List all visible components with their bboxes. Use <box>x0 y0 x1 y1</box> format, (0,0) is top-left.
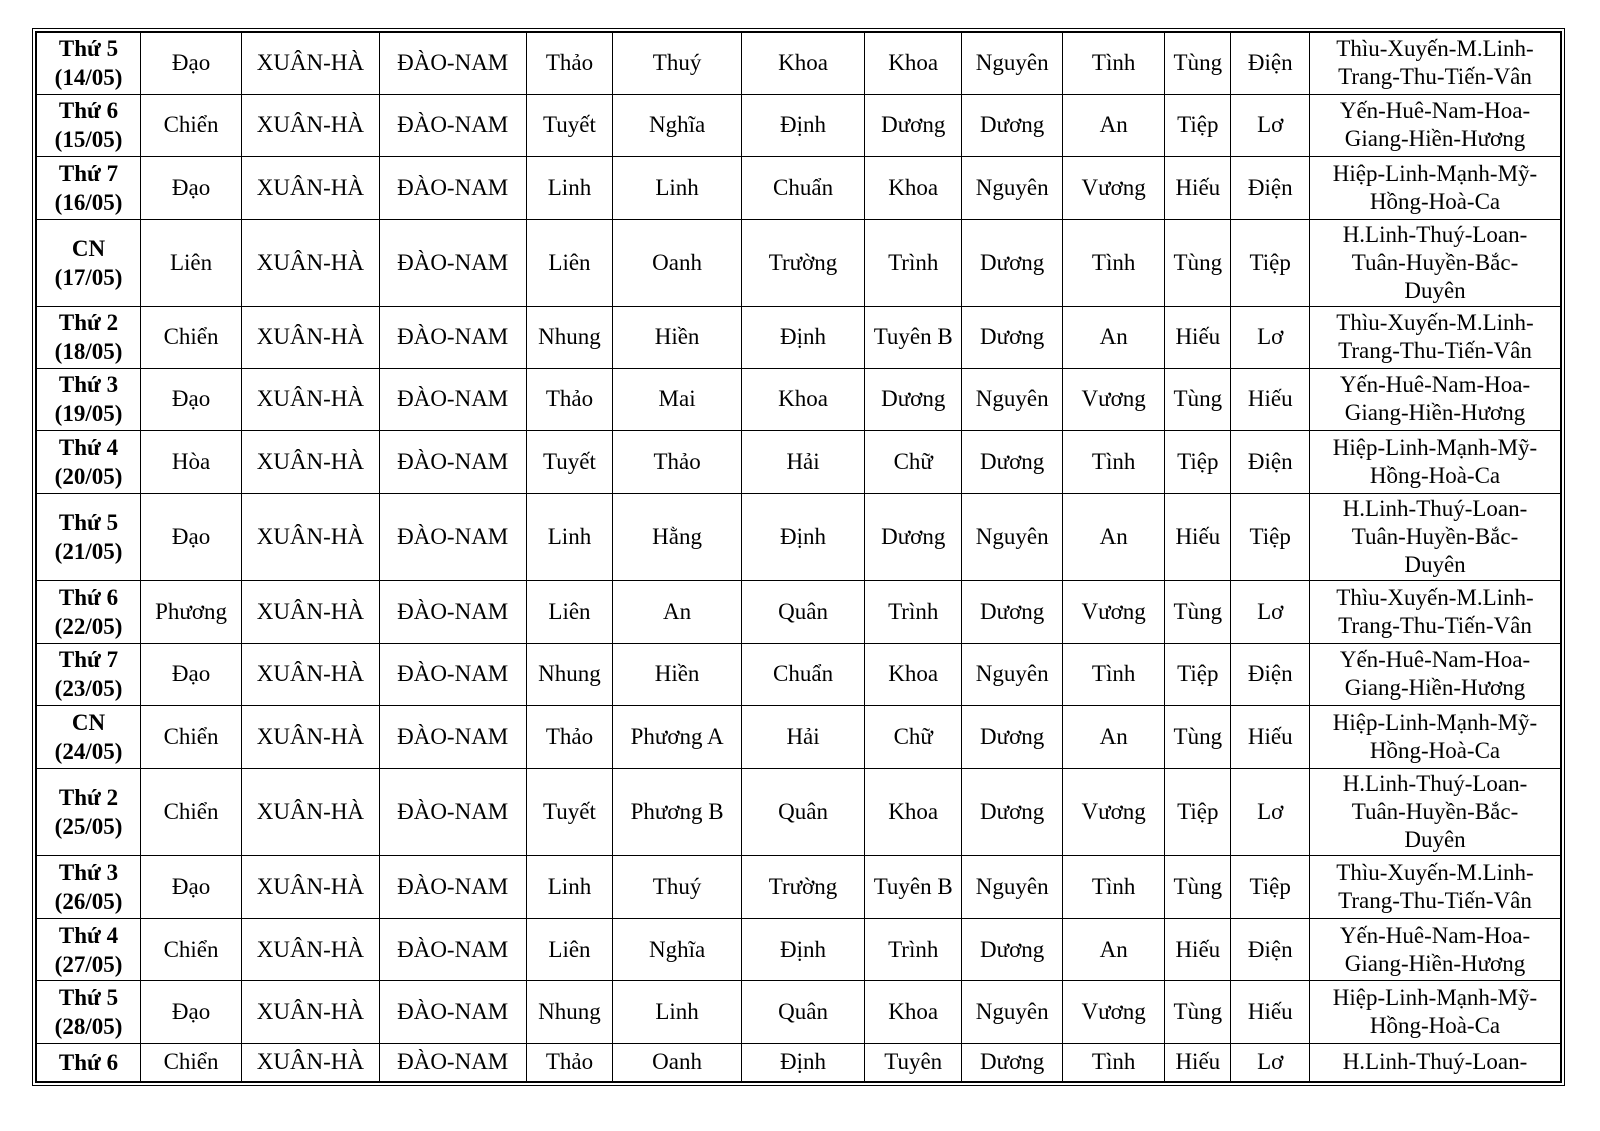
duty-6-cell: Vương <box>1063 981 1165 1044</box>
duty-team-b-cell: ĐÀO-NAM <box>379 706 526 769</box>
duty-5-cell: Dương <box>962 431 1063 494</box>
team-members-cell <box>1309 493 1560 580</box>
table-row <box>37 643 1561 706</box>
duty-5-cell: Dương <box>962 581 1063 644</box>
date-cell <box>37 643 141 706</box>
duty-7-cell: Hiếu <box>1165 918 1231 981</box>
duty-team-a-cell: XUÂN-HÀ <box>242 94 380 157</box>
team-members-line: H.Linh-Thuý-Loan- <box>1342 221 1528 247</box>
team-members-line: Yến-Huê-Nam-Hoa- <box>1339 98 1531 124</box>
table-row <box>37 94 1561 157</box>
duty-2-cell: Phương B <box>613 768 742 855</box>
team-members-line: Hồng-Hoà-Ca <box>1369 463 1501 489</box>
team-members-line: Yến-Huê-Nam-Hoa- <box>1339 647 1531 673</box>
duty-4-cell: Tuyên <box>865 1043 962 1081</box>
team-members-cell <box>1309 431 1560 494</box>
team-members-line: Thìu-Xuyến-M.Linh- <box>1336 36 1534 62</box>
duty-5-cell: Dương <box>962 307 1063 369</box>
duty-1-cell: Liên <box>526 581 613 644</box>
table-row <box>37 493 1561 580</box>
duty-3-cell: Chuẩn <box>741 643 864 706</box>
duty-5-cell: Nguyên <box>962 856 1063 919</box>
duty-3-cell: Khoa <box>741 368 864 431</box>
duty-3-cell: Chuẩn <box>741 157 864 220</box>
on-call-leader-cell: Đạo <box>141 643 242 706</box>
weekday-label: Thứ 2 <box>58 785 119 810</box>
duty-6-cell: An <box>1063 307 1165 369</box>
date-cell <box>37 219 141 306</box>
table-row <box>37 307 1561 369</box>
duty-4-cell: Chữ <box>865 431 962 494</box>
duty-6-cell: Vương <box>1063 157 1165 220</box>
duty-4-cell: Trình <box>865 219 962 306</box>
date-label: (16/05) <box>54 189 123 215</box>
duty-1-cell: Liên <box>526 918 613 981</box>
duty-7-cell: Hiếu <box>1165 157 1231 220</box>
duty-8-cell: Điện <box>1231 643 1310 706</box>
duty-7-cell: Tiệp <box>1165 94 1231 157</box>
duty-4-cell: Tuyên B <box>865 307 962 369</box>
table-row <box>37 33 1561 95</box>
team-members-cell <box>1309 157 1560 220</box>
team-members-line: Thìu-Xuyến-M.Linh- <box>1336 310 1534 336</box>
duty-3-cell: Định <box>741 307 864 369</box>
weekday-label: Thứ 6 <box>58 584 119 610</box>
duty-team-a-cell: XUÂN-HÀ <box>242 219 380 306</box>
weekday-label: Thứ 7 <box>58 160 119 186</box>
on-call-leader-cell: Đạo <box>141 157 242 220</box>
duty-8-cell: Hiếu <box>1231 981 1310 1044</box>
table-row <box>37 768 1561 855</box>
team-members-line: Trang-Thu-Tiến-Vân <box>1338 338 1532 364</box>
date-cell <box>37 157 141 220</box>
on-call-leader-cell: Chiển <box>141 768 242 855</box>
duty-6-cell: An <box>1063 493 1165 580</box>
duty-2-cell: Nghĩa <box>613 94 742 157</box>
table-row <box>37 368 1561 431</box>
weekday-label: Thứ 5 <box>58 985 119 1011</box>
table-row <box>37 219 1561 306</box>
duty-team-b-cell: ĐÀO-NAM <box>379 918 526 981</box>
duty-team-a-cell: XUÂN-HÀ <box>242 581 380 644</box>
date-label: (24/05) <box>54 739 123 765</box>
duty-7-cell: Hiếu <box>1165 493 1231 580</box>
duty-3-cell: Trường <box>741 856 864 919</box>
duty-4-cell: Dương <box>865 493 962 580</box>
duty-1-cell: Thảo <box>526 33 613 95</box>
duty-8-cell: Lơ <box>1231 581 1310 644</box>
table-row <box>37 981 1561 1044</box>
weekday-label: Thứ 5 <box>58 509 119 535</box>
duty-6-cell: An <box>1063 918 1165 981</box>
duty-team-b-cell: ĐÀO-NAM <box>379 856 526 919</box>
table-row <box>37 1043 1561 1081</box>
date-label: (21/05) <box>54 538 123 564</box>
team-members-line: Duyên <box>1404 827 1466 852</box>
duty-1-cell: Linh <box>526 856 613 919</box>
on-call-leader-cell: Liên <box>141 219 242 306</box>
duty-8-cell: Điện <box>1231 918 1310 981</box>
duty-2-cell: Thuý <box>613 33 742 95</box>
duty-3-cell: Quân <box>741 768 864 855</box>
duty-6-cell: Tình <box>1063 643 1165 706</box>
team-members-line: Hồng-Hoà-Ca <box>1369 1013 1501 1039</box>
team-members-cell <box>1309 706 1560 769</box>
duty-7-cell: Tiệp <box>1165 643 1231 706</box>
duty-8-cell: Điện <box>1231 431 1310 494</box>
schedule-frame <box>32 28 1565 1086</box>
table-row <box>37 157 1561 220</box>
duty-4-cell: Khoa <box>865 643 962 706</box>
duty-1-cell: Tuyết <box>526 94 613 157</box>
team-members-line: Hồng-Hoà-Ca <box>1369 738 1501 764</box>
date-label: (25/05) <box>54 814 123 839</box>
team-members-line: Hồng-Hoà-Ca <box>1369 188 1501 214</box>
date-cell <box>37 768 141 855</box>
date-cell <box>37 307 141 369</box>
duty-team-a-cell: XUÂN-HÀ <box>242 33 380 95</box>
date-cell <box>37 856 141 919</box>
duty-7-cell: Tiệp <box>1165 431 1231 494</box>
duty-team-a-cell: XUÂN-HÀ <box>242 431 380 494</box>
weekday-label: Thứ 6 <box>58 1049 119 1075</box>
duty-5-cell: Dương <box>962 94 1063 157</box>
duty-6-cell: Vương <box>1063 581 1165 644</box>
date-label: (26/05) <box>54 888 123 914</box>
date-label: (22/05) <box>54 613 123 639</box>
duty-3-cell: Quân <box>741 981 864 1044</box>
duty-schedule-table <box>36 32 1561 1082</box>
duty-6-cell: Vương <box>1063 368 1165 431</box>
date-cell <box>37 431 141 494</box>
duty-2-cell: Linh <box>613 157 742 220</box>
team-members-line: Duyên <box>1404 277 1466 303</box>
weekday-label: Thứ 6 <box>58 98 119 124</box>
duty-1-cell: Thảo <box>526 1043 613 1081</box>
duty-2-cell: Mai <box>613 368 742 431</box>
on-call-leader-cell: Phương <box>141 581 242 644</box>
team-members-line: Giang-Hiền-Hương <box>1344 675 1526 701</box>
duty-2-cell: Hằng <box>613 493 742 580</box>
date-label: (20/05) <box>54 464 123 490</box>
team-members-line: Giang-Hiền-Hương <box>1344 950 1526 976</box>
duty-team-a-cell: XUÂN-HÀ <box>242 157 380 220</box>
duty-team-a-cell: XUÂN-HÀ <box>242 643 380 706</box>
duty-7-cell: Tùng <box>1165 706 1231 769</box>
team-members-cell <box>1309 219 1560 306</box>
duty-team-b-cell: ĐÀO-NAM <box>379 33 526 95</box>
duty-4-cell: Khoa <box>865 981 962 1044</box>
duty-team-b-cell: ĐÀO-NAM <box>379 219 526 306</box>
duty-2-cell: An <box>613 581 742 644</box>
on-call-leader-cell: Chiển <box>141 918 242 981</box>
duty-team-b-cell: ĐÀO-NAM <box>379 431 526 494</box>
duty-5-cell: Dương <box>962 219 1063 306</box>
team-members-line: Thìu-Xuyến-M.Linh- <box>1336 584 1534 610</box>
duty-team-b-cell: ĐÀO-NAM <box>379 581 526 644</box>
duty-8-cell: Điện <box>1231 33 1310 95</box>
duty-3-cell: Định <box>741 94 864 157</box>
on-call-leader-cell: Đạo <box>141 33 242 95</box>
duty-1-cell: Linh <box>526 157 613 220</box>
team-members-line: Giang-Hiền-Hương <box>1344 400 1526 426</box>
duty-8-cell: Tiệp <box>1231 856 1310 919</box>
duty-team-a-cell: XUÂN-HÀ <box>242 307 380 369</box>
on-call-leader-cell: Đạo <box>141 981 242 1044</box>
team-members-line: Trang-Thu-Tiến-Vân <box>1338 887 1532 913</box>
duty-team-b-cell: ĐÀO-NAM <box>379 643 526 706</box>
duty-2-cell: Oanh <box>613 1043 742 1081</box>
duty-7-cell: Tùng <box>1165 581 1231 644</box>
on-call-leader-cell: Đạo <box>141 493 242 580</box>
date-cell <box>37 918 141 981</box>
duty-1-cell: Linh <box>526 493 613 580</box>
duty-7-cell: Hiếu <box>1165 307 1231 369</box>
weekday-label: Thứ 5 <box>58 36 119 62</box>
on-call-leader-cell: Đạo <box>141 368 242 431</box>
date-label: (17/05) <box>54 264 123 290</box>
duty-8-cell: Lơ <box>1231 94 1310 157</box>
duty-5-cell: Nguyên <box>962 493 1063 580</box>
duty-5-cell: Nguyên <box>962 643 1063 706</box>
duty-6-cell: An <box>1063 706 1165 769</box>
duty-3-cell: Định <box>741 918 864 981</box>
duty-7-cell: Tùng <box>1165 856 1231 919</box>
team-members-cell <box>1309 307 1560 369</box>
duty-3-cell: Định <box>741 493 864 580</box>
duty-6-cell: Tình <box>1063 856 1165 919</box>
duty-1-cell: Liên <box>526 219 613 306</box>
duty-3-cell: Định <box>741 1043 864 1081</box>
duty-3-cell: Hải <box>741 706 864 769</box>
team-members-cell <box>1309 918 1560 981</box>
duty-3-cell: Khoa <box>741 33 864 95</box>
duty-8-cell: Tiệp <box>1231 219 1310 306</box>
duty-4-cell: Khoa <box>865 157 962 220</box>
date-cell <box>37 94 141 157</box>
team-members-line: Hiệp-Linh-Mạnh-Mỹ- <box>1332 160 1538 186</box>
duty-8-cell: Điện <box>1231 157 1310 220</box>
duty-5-cell: Dương <box>962 1043 1063 1081</box>
duty-1-cell: Tuyết <box>526 431 613 494</box>
team-members-cell <box>1309 94 1560 157</box>
on-call-leader-cell: Chiển <box>141 1043 242 1081</box>
table-row <box>37 581 1561 644</box>
team-members-line: Trang-Thu-Tiến-Vân <box>1338 64 1532 90</box>
duty-7-cell: Tùng <box>1165 219 1231 306</box>
duty-team-a-cell: XUÂN-HÀ <box>242 706 380 769</box>
duty-6-cell: Vương <box>1063 768 1165 855</box>
duty-5-cell: Dương <box>962 768 1063 855</box>
duty-2-cell: Thuý <box>613 856 742 919</box>
duty-6-cell: An <box>1063 94 1165 157</box>
team-members-cell <box>1309 368 1560 431</box>
team-members-line: Yến-Huê-Nam-Hoa- <box>1339 922 1531 948</box>
team-members-line: H.Linh-Thuý-Loan- <box>1342 771 1528 796</box>
duty-6-cell: Tình <box>1063 1043 1165 1081</box>
team-members-cell <box>1309 33 1560 95</box>
weekday-label: Thứ 3 <box>58 372 119 398</box>
duty-3-cell: Trường <box>741 219 864 306</box>
duty-2-cell: Thảo <box>613 431 742 494</box>
duty-8-cell: Lơ <box>1231 1043 1310 1081</box>
team-members-line: Hiệp-Linh-Mạnh-Mỹ- <box>1332 710 1538 736</box>
date-label: (23/05) <box>54 676 123 702</box>
duty-5-cell: Nguyên <box>962 981 1063 1044</box>
date-cell <box>37 493 141 580</box>
date-cell <box>37 33 141 95</box>
weekday-label: Thứ 7 <box>58 647 119 673</box>
duty-7-cell: Hiếu <box>1165 1043 1231 1081</box>
duty-team-b-cell: ĐÀO-NAM <box>379 981 526 1044</box>
duty-team-a-cell: XUÂN-HÀ <box>242 1043 380 1081</box>
date-cell <box>37 981 141 1044</box>
weekday-label: Thứ 3 <box>58 859 119 885</box>
date-cell <box>37 581 141 644</box>
table-row <box>37 856 1561 919</box>
duty-team-a-cell: XUÂN-HÀ <box>242 768 380 855</box>
duty-team-b-cell: ĐÀO-NAM <box>379 307 526 369</box>
duty-6-cell: Tình <box>1063 431 1165 494</box>
duty-5-cell: Dương <box>962 918 1063 981</box>
duty-2-cell: Hiền <box>613 643 742 706</box>
duty-5-cell: Nguyên <box>962 157 1063 220</box>
duty-6-cell: Tình <box>1063 219 1165 306</box>
team-members-line: Hiệp-Linh-Mạnh-Mỹ- <box>1332 435 1538 461</box>
team-members-line: Giang-Hiền-Hương <box>1344 126 1526 152</box>
date-label: (19/05) <box>54 401 123 427</box>
duty-4-cell: Trình <box>865 918 962 981</box>
team-members-line: Thìu-Xuyến-M.Linh- <box>1336 859 1534 885</box>
date-label: (14/05) <box>54 65 123 91</box>
duty-team-b-cell: ĐÀO-NAM <box>379 368 526 431</box>
duty-8-cell: Tiệp <box>1231 493 1310 580</box>
team-members-line: H.Linh-Thuý-Loan- <box>1342 495 1528 521</box>
duty-3-cell: Quân <box>741 581 864 644</box>
duty-4-cell: Chữ <box>865 706 962 769</box>
team-members-line: Trang-Thu-Tiến-Vân <box>1338 612 1532 638</box>
duty-2-cell: Oanh <box>613 219 742 306</box>
table-row <box>37 918 1561 981</box>
team-members-cell <box>1309 1043 1560 1081</box>
duty-team-b-cell: ĐÀO-NAM <box>379 493 526 580</box>
duty-5-cell: Nguyên <box>962 33 1063 95</box>
duty-7-cell: Tùng <box>1165 981 1231 1044</box>
duty-5-cell: Dương <box>962 706 1063 769</box>
duty-team-a-cell: XUÂN-HÀ <box>242 981 380 1044</box>
date-cell <box>37 368 141 431</box>
duty-1-cell: Thảo <box>526 368 613 431</box>
table-row <box>37 706 1561 769</box>
duty-4-cell: Dương <box>865 94 962 157</box>
team-members-line: Tuân-Huyền-Bắc- <box>1351 249 1519 275</box>
team-members-cell <box>1309 981 1560 1044</box>
team-members-line: Yến-Huê-Nam-Hoa- <box>1339 372 1531 398</box>
on-call-leader-cell: Chiển <box>141 94 242 157</box>
duty-4-cell: Khoa <box>865 33 962 95</box>
duty-1-cell: Thảo <box>526 706 613 769</box>
duty-1-cell: Nhung <box>526 981 613 1044</box>
on-call-leader-cell: Hòa <box>141 431 242 494</box>
duty-team-a-cell: XUÂN-HÀ <box>242 918 380 981</box>
date-cell <box>37 706 141 769</box>
team-members-line: Hiệp-Linh-Mạnh-Mỹ- <box>1332 985 1538 1011</box>
team-members-cell <box>1309 581 1560 644</box>
date-label: (18/05) <box>54 339 123 365</box>
team-members-cell <box>1309 768 1560 855</box>
duty-team-a-cell: XUÂN-HÀ <box>242 493 380 580</box>
team-members-cell <box>1309 643 1560 706</box>
date-label: (15/05) <box>54 127 123 153</box>
weekday-label: CN <box>71 235 106 261</box>
duty-8-cell: Hiếu <box>1231 368 1310 431</box>
team-members-line: H.Linh-Thuý-Loan- <box>1342 1049 1528 1075</box>
weekday-label: Thứ 4 <box>58 435 119 461</box>
duty-7-cell: Tùng <box>1165 368 1231 431</box>
weekday-label: Thứ 4 <box>58 922 119 948</box>
on-call-leader-cell: Đạo <box>141 856 242 919</box>
duty-8-cell: Lơ <box>1231 768 1310 855</box>
date-label: (28/05) <box>54 1014 123 1040</box>
duty-team-b-cell: ĐÀO-NAM <box>379 94 526 157</box>
duty-1-cell: Nhung <box>526 643 613 706</box>
duty-4-cell: Dương <box>865 368 962 431</box>
duty-5-cell: Nguyên <box>962 368 1063 431</box>
duty-6-cell: Tình <box>1063 33 1165 95</box>
duty-4-cell: Trình <box>865 581 962 644</box>
duty-1-cell: Tuyết <box>526 768 613 855</box>
weekday-label: Thứ 2 <box>58 310 119 336</box>
duty-team-a-cell: XUÂN-HÀ <box>242 368 380 431</box>
duty-7-cell: Tùng <box>1165 33 1231 95</box>
date-label: (27/05) <box>54 951 123 977</box>
duty-team-b-cell: ĐÀO-NAM <box>379 157 526 220</box>
duty-2-cell: Phương A <box>613 706 742 769</box>
duty-1-cell: Nhung <box>526 307 613 369</box>
weekday-label: CN <box>71 710 106 736</box>
duty-2-cell: Nghĩa <box>613 918 742 981</box>
duty-4-cell: Tuyên B <box>865 856 962 919</box>
team-members-line: Duyên <box>1404 551 1466 577</box>
table-row <box>37 431 1561 494</box>
duty-team-a-cell: XUÂN-HÀ <box>242 856 380 919</box>
duty-team-b-cell: ĐÀO-NAM <box>379 1043 526 1081</box>
duty-8-cell: Lơ <box>1231 307 1310 369</box>
team-members-cell <box>1309 856 1560 919</box>
duty-4-cell: Khoa <box>865 768 962 855</box>
date-cell <box>37 1043 141 1081</box>
duty-3-cell: Hải <box>741 431 864 494</box>
on-call-leader-cell: Chiển <box>141 706 242 769</box>
duty-2-cell: Linh <box>613 981 742 1044</box>
duty-7-cell: Tiệp <box>1165 768 1231 855</box>
team-members-line: Tuân-Huyền-Bắc- <box>1351 523 1519 549</box>
team-members-line: Tuân-Huyền-Bắc- <box>1351 799 1519 824</box>
on-call-leader-cell: Chiển <box>141 307 242 369</box>
duty-2-cell: Hiền <box>613 307 742 369</box>
duty-team-b-cell: ĐÀO-NAM <box>379 768 526 855</box>
duty-8-cell: Hiếu <box>1231 706 1310 769</box>
